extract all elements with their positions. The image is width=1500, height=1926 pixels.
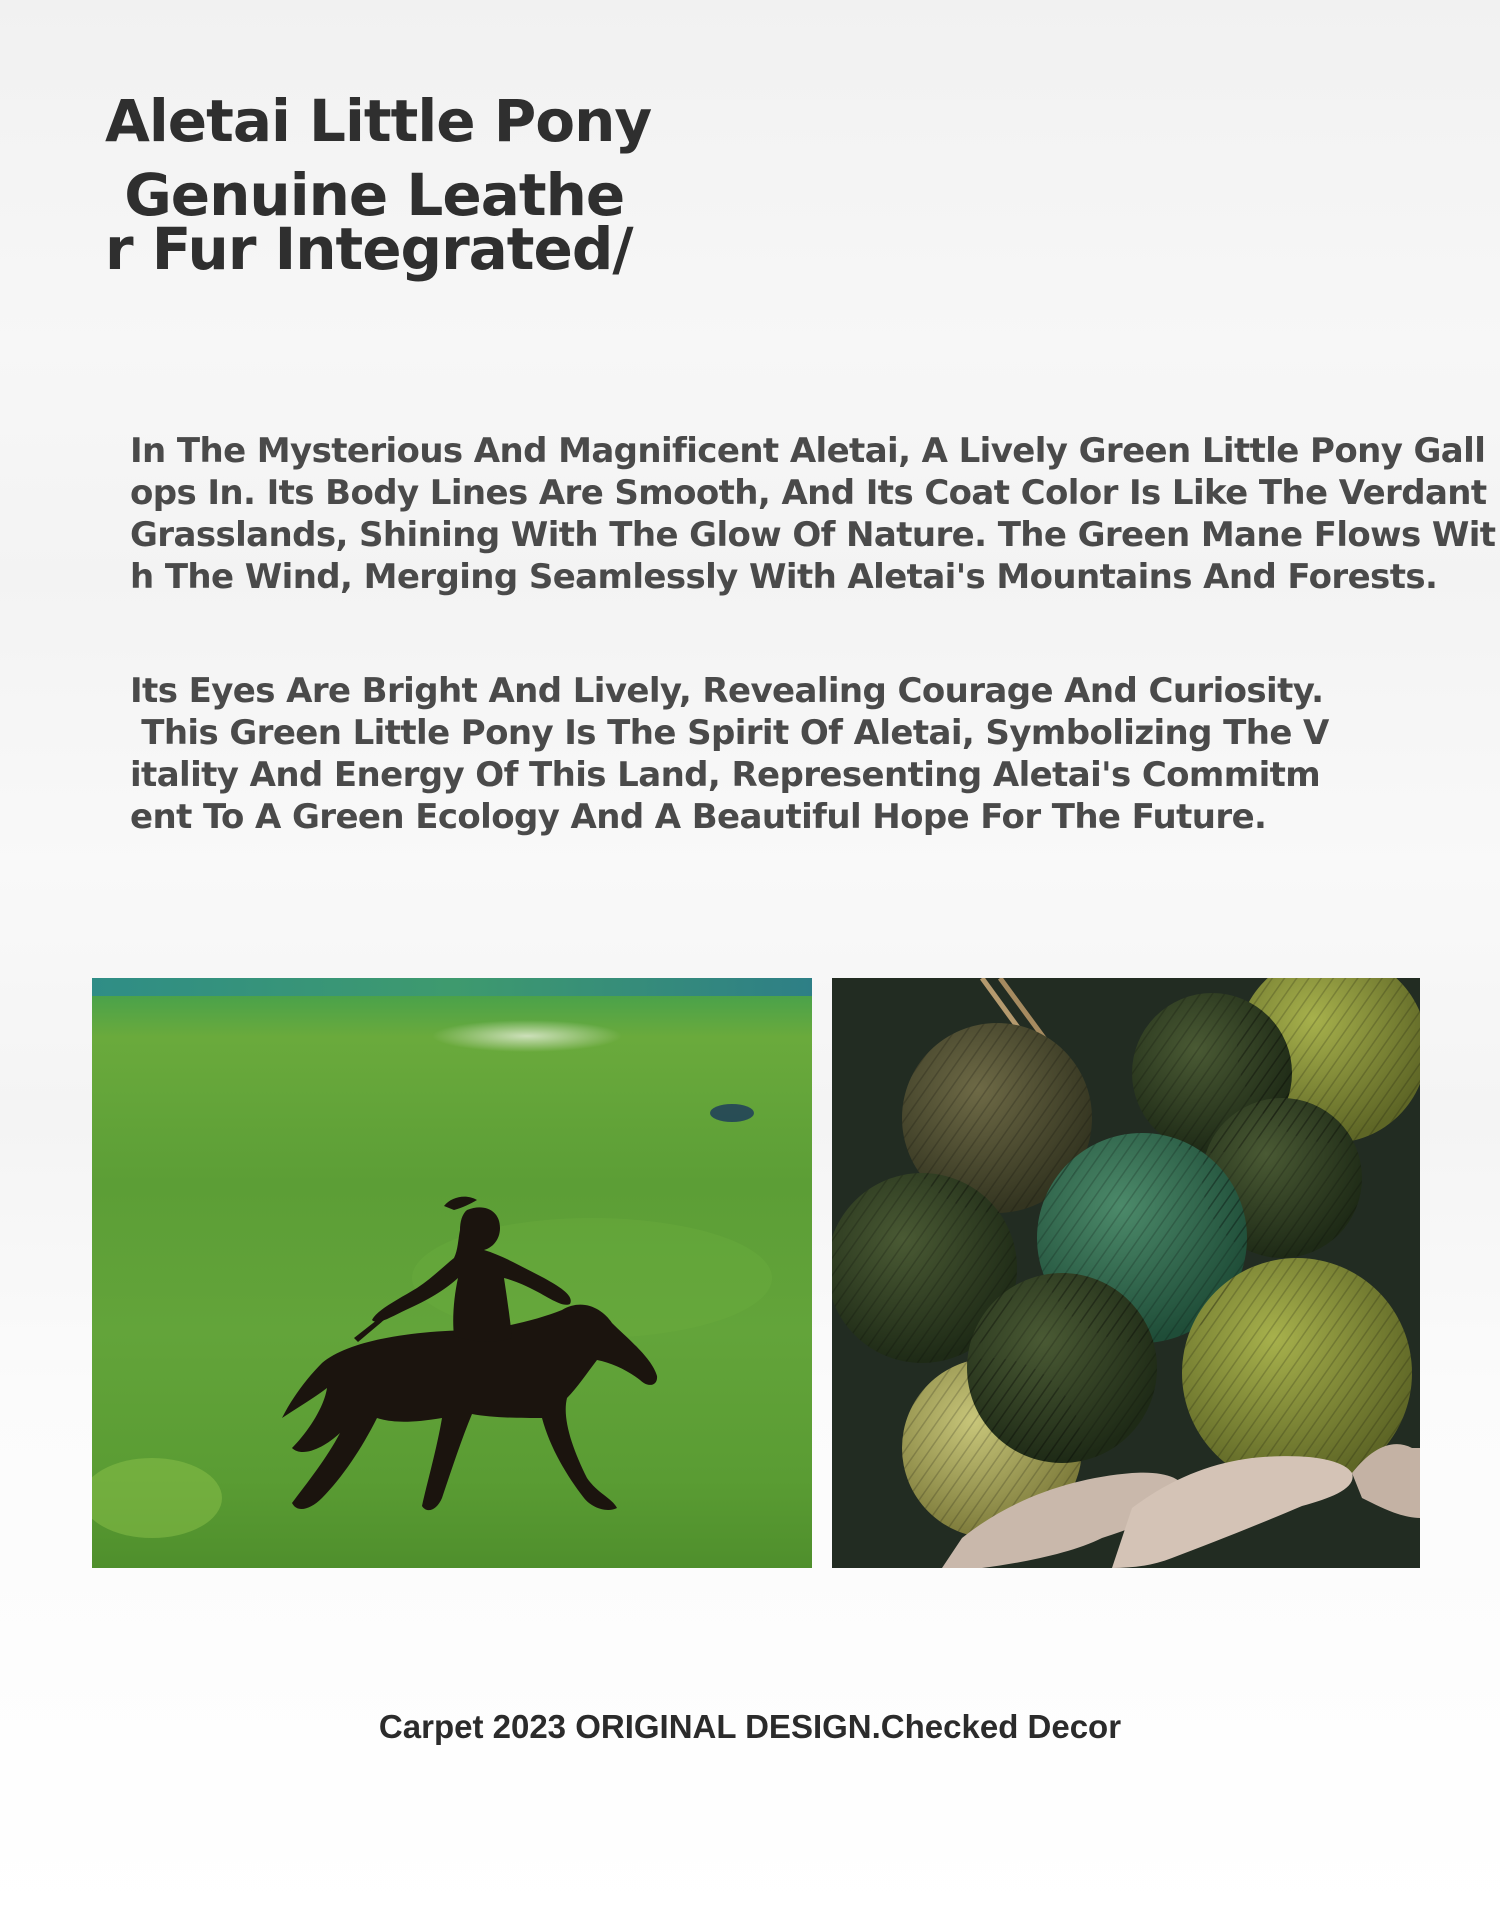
paragraph-2-line: This Green Little Pony Is The Spirit Of Aletai, Symbolizing The V <box>130 713 1329 753</box>
description-paragraph-1 <box>130 430 1496 598</box>
title-line-2: Genuine Leathe <box>105 161 625 229</box>
description-paragraph-2 <box>130 670 1470 838</box>
horse-rider-illustration <box>92 978 812 1568</box>
paragraph-1-line: ops In. Its Body Lines Are Smooth, And Its Coat Color Is Like The Verdant <box>130 473 1487 513</box>
paragraph-2-line: Its Eyes Are Bright And Lively, Revealing Courage And Curiosity. <box>130 671 1324 711</box>
page-title <box>105 87 665 283</box>
horse-rider-photo <box>92 978 812 1568</box>
yarn-bundle-photo <box>832 978 1420 1568</box>
paragraph-1-line: In The Mysterious And Magnificent Aletai, A Lively Green Little Pony Gall <box>130 431 1486 471</box>
paragraph-1-line: h The Wind, Merging Seamlessly With Aletai's Mountains And Forests. <box>130 557 1438 597</box>
footer-caption: Carpet 2023 ORIGINAL DESIGN.Checked Decor <box>378 1708 1122 1745</box>
yarn-balls-illustration <box>832 978 1420 1568</box>
title-line-3: r Fur Integrated/ <box>105 215 633 283</box>
title-line-1: Aletai Little Pony <box>105 87 652 155</box>
paragraph-2-line: ent To A Green Ecology And A Beautiful Hope For The Future. <box>130 797 1267 837</box>
paragraph-2-line: itality And Energy Of This Land, Representing Aletai's Commitm <box>130 755 1321 795</box>
paragraph-1-line: Grasslands, Shining With The Glow Of Nature. The Green Mane Flows Wit <box>130 515 1496 555</box>
